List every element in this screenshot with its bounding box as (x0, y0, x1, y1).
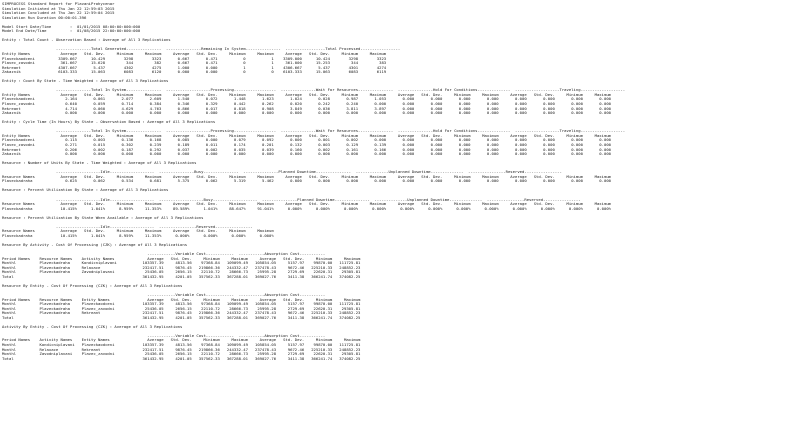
report-line: Resource Names Average Std. Dev. Minimum Maximum Average Std. Dev. Minimum Maximum Average Std. Dev. Minimum Maximum Average Std. Dev. Minimum Maximum Average Std. Dev. Minimum Maximum (2, 201, 612, 207)
report-line: Rekreant 0.206 0.002 0.187 0.292 0.037 0.002 0.035 0.039 0.160 0.002 0.161 0.166 0.000 0.000 0.000 0.000 0.000 0.000 0.000 0.000 (2, 146, 612, 152)
report-line: Entity : Cycle Time (In Hours) By State - Observation Based : Average of All 3 Replications (2, 119, 216, 125)
report-line: Entity : Total Count - Observation Based : Average of All 3 Replications (2, 37, 171, 43)
report-line: Monthl Relaxace Rekreant 232417.51 9876.45 219866.36 244332.47 237478.43 9672.46 225210.33 248852.23 (2, 346, 361, 352)
report-line: Plaveckadraha 10.415% 1.041% 8.959% 11.353% 89.589% 1.041% 88.647% 91.041% 0.000% 0.000% 0.000% 0.000% 0.000% 0.000% 0.000% 0.000% 0.000% 0.000% 0.000% 0.000% (2, 205, 612, 211)
report-line: ---------------Total Generated--------------- ---------------Remaining In System--------------- -----------------Total Processed----------------- (2, 46, 401, 52)
report-line: SIMPROCESS Standard Report for PlavaniProhycenar (2, 1, 115, 6)
report-line: Activity By Entity - Cost Of Processing (CZK) : Average of All 3 Replications (2, 323, 183, 329)
report-line: Resource By Activity - Cost Of Processing (CZK) : Average of All 3 Replications (2, 241, 188, 247)
report-line: ------------Variable Cost------------ -----------Absorption Cost----------- (2, 251, 326, 257)
report-line: Model Start Date/Time : 01/01/2015 08:00:00:000:000 (2, 23, 141, 29)
report-line: Zakaznik 6103.333 15.063 6083 6120 0.000 0.000 0 0 6103.333 15.063 6083 6119 (2, 69, 387, 75)
report-line: Resource Names Average Std. Dev. Minimum Maximum Average Std. Dev. Minimum Maximum (2, 228, 274, 234)
report-line: Resource : Number of Units By State - Time Weighted : Average of All 3 Replications (2, 160, 197, 166)
report-line: Model End Date/Time : 01/08/2015 22:00:00:000:000 (2, 28, 141, 34)
report-line: Rekreant 4.714 0.060 4.629 4.763 0.866 0.017 0.818 0.908 3.849 0.036 3.811 3.897 0.000 0.000 0.000 0.000 0.000 0.000 0.000 0.000 (2, 105, 612, 111)
report-line: Resource Names Average Std. Dev. Minimum Maximum Average Std. Dev. Minimum Maximum Average Std. Dev. Minimum Maximum Average Std. Dev. Minimum Maximum Average Std. Dev. Minimum Maximum (2, 173, 612, 179)
report-line: -------------------Idle------------------- ---------------Busy--------------- ---------------Planned Downtime--------------- --------------Unplanned Downtime-------------- ----------------Reserved---------------- (2, 169, 562, 175)
report-line: -------------------Idle------------------- ----------------Reserved---------------- (2, 223, 253, 229)
report-line: Entity : Count By State - Time Weighted : Average of All 3 Replications (2, 78, 169, 84)
report-line: Total 361432.95 4201.05 357562.33 367288.01 369027.76 3411.38 366241.74 374082.25 (2, 355, 361, 361)
report-line: Entity Names Average Std. Dev. Minimum Maximum Average Std. Dev. Minimum Maximum Average Std. Dev. Minimum Maximum Average Std. Dev. Minimum Maximum Average Std. Dev. Minimum Maximum (2, 91, 612, 97)
report-line: Monthl Zavodniplavani Plavec_zavodni 25436.05 2656.15 22110.72 28666.73 25995.28 2729.69 22620.31 29305.81 (2, 351, 361, 357)
report-line: Entity Names Average Std. Dev. Minimum Maximum Average Std. Dev. Minimum Maximum Average Std. Dev. Minimum Maximum Average Std. Dev. Minimum Maximum Average Std. Dev. Minimum Maximum (2, 132, 612, 138)
report-line: Total 361432.95 4201.05 357562.33 367288.01 369027.76 3411.38 366241.74 374082.25 (2, 273, 361, 279)
report-line: ------------Variable Cost------------ -----------Absorption Cost----------- (2, 332, 326, 338)
report-line: Plaveckaodceni 2.164 0.061 2.077 2.609 1.540 0.072 1.448 1.623 1.024 0.028 0.987 1.053 0.000 0.000 0.000 0.000 0.000 0.000 0.000 0.000 (2, 96, 612, 102)
report-line: -------------------Idle------------------- -------------------Busy------------------- ---------------Planned Downtime--------------- --------------Unplanned Downtime-------------- ----------------Reserved---------------- (2, 196, 581, 202)
report-line: ------------Variable Cost------------ -----------Absorption Cost----------- (2, 292, 326, 297)
report-line: Period Names Activity Names Entity Names Average Std. Dev. Minimum Maximum Average Std. Dev. Minimum Maximum (2, 337, 361, 343)
report-line: Plaveckaodceni 3309.667 10.429 3298 3323 0.667 0.471 0 1 3309.000 10.424 3298 3323 (2, 55, 387, 61)
report-line: ---------------Total In System--------------- -------------------Processing------------------ ---------------Wait For Resources--------------- ---------------Hold For Conditions-------------- -------------------Traveling------------------- (2, 128, 626, 134)
report-line: Monthl Plaveckadraha Zavodniplavani 25436.05 2656.15 22110.72 28666.73 25995.28 2729.69 22620.31 29305.81 (2, 269, 361, 275)
report-line: Simulation Initiated at Thu Jan 22 12:59:03 2015 (2, 5, 115, 11)
report-line: Total 361432.95 4201.05 357562.33 367288.01 369027.76 3411.38 366241.74 374082.25 (2, 314, 361, 320)
report-line: Simulation Concluded at Thu Jan 22 12:59:04 2015 (2, 10, 115, 16)
report-line: Zakaznik 0.000 0.000 0.000 0.000 0.000 0.000 0.000 0.000 0.000 0.000 0.000 0.000 0.000 0.000 0.000 0.000 0.000 0.000 0.000 0.000 (2, 110, 612, 116)
report-line: Monthl Plaveckadraha Relaxace 232417.51 9876.45 219866.36 244332.47 237478.43 9672.46 225210.33 248852.23 (2, 264, 361, 270)
report-line: Monthl Plaveckadraha Rekreant 232417.51 9876.45 219866.36 244332.47 237478.43 9672.46 225210.33 248852.23 (2, 310, 361, 316)
report-line: Monthl Plaveckadraha Plaveckaodceni 103357.39 4813.56 97368.84 109099.49 105854.05 5157.97 99870.00 111725.81 (2, 301, 361, 307)
report-line: Plavec_zavodni 0.640 0.059 0.714 0.384 0.346 0.329 0.442 0.262 0.020 0.242 0.240 0.000 0.000 0.000 0.000 0.000 0.000 0.000 0.000 0.000 (2, 101, 612, 107)
report-line: Plaveckadraha 10.415% 1.041% 8.959% 11.353% 0.000% 0.000% 0.000% 0.000% (2, 232, 274, 238)
report-line: Rekreant 4307.667 5.437 4302 4275 1.000 0.000 1 1 4306.667 5.437 4301 4274 (2, 64, 387, 70)
report-line: Resource By Entity - Cost Of Processing (CZK) : Average of All 3 Replications (2, 282, 183, 288)
report-line: Simulation Run Duration 00:00:01.396 (2, 14, 87, 20)
report-line: Plavec_zavodni 0.271 0.015 0.302 0.239 0.189 0.011 0.174 0.201 0.132 0.003 0.129 0.139 0.000 0.000 0.000 0.000 0.000 0.000 0.000 0.000 (2, 141, 612, 147)
report-line: Period Names Resource Names Entity Names Average Std. Dev. Minimum Maximum Average Std. Dev. Minimum Maximum (2, 296, 361, 302)
report-line: Resource : Percent Utilization By State When Available : Average of All 3 Replications (2, 214, 204, 220)
report-line: Monthl Plaveckadraha Kondicniplavani 103357.39 4813.56 97368.84 109099.49 105854.05 5157.97 99870.00 111725.81 (2, 260, 361, 266)
report-line: Zakaznik 0.000 0.000 0.000 0.000 0.000 0.000 0.000 0.000 0.000 0.000 0.000 0.000 0.000 0.000 0.000 0.000 0.000 0.000 0.000 0.000 (2, 151, 612, 157)
report-line: Period Names Resource Names Activity Names Average Std. Dev. Minimum Maximum Average Std. Dev. Minimum Maximum (2, 255, 361, 261)
report-line: ---------------Total In System--------------- -------------------Processing------------------ ---------------Wait For Resources--------------- ---------------Hold For Conditions-------------- -------------------Traveling------------------- (2, 87, 626, 93)
report-line: Plavec_zavodni 361.667 15.628 344 382 0.667 0.471 0 1 361.000 15.253 344 383 (2, 60, 387, 66)
report-line: Resource : Percent Utilization By State : Average of All 3 Replications (2, 187, 169, 193)
report-line: Plaveckaodceni 0.115 0.003 0.136 0.168 0.085 0.000 0.079 0.092 0.000 0.001 0.002 0.000 0.000 0.000 0.000 0.000 0.000 0.000 0.000 0.000 (2, 137, 612, 143)
report-line: Entity Names Average Std. Dev. Minimum Maximum Average Std. Dev. Minimum Maximum Average Std. Dev. Minimum Maximum (2, 51, 387, 57)
report-line: Monthl Kondicniplavani Plaveckaodceni 103357.39 4813.56 97368.84 109099.49 105854.05 5157.97 99870.00 111725.81 (2, 342, 361, 348)
report-line: Plaveckadraha 0.625 0.062 0.534 0.681 5.375 0.062 5.319 5.462 0.000 0.000 0.000 0.000 0.000 0.000 0.000 0.000 0.000 0.000 0.000 0.000 (2, 178, 612, 184)
report-line: Monthl Plaveckadraha Plavec_zavodni 25436.05 2656.15 22110.72 28666.73 25995.28 2729.69 22620.31 29305.81 (2, 305, 361, 311)
